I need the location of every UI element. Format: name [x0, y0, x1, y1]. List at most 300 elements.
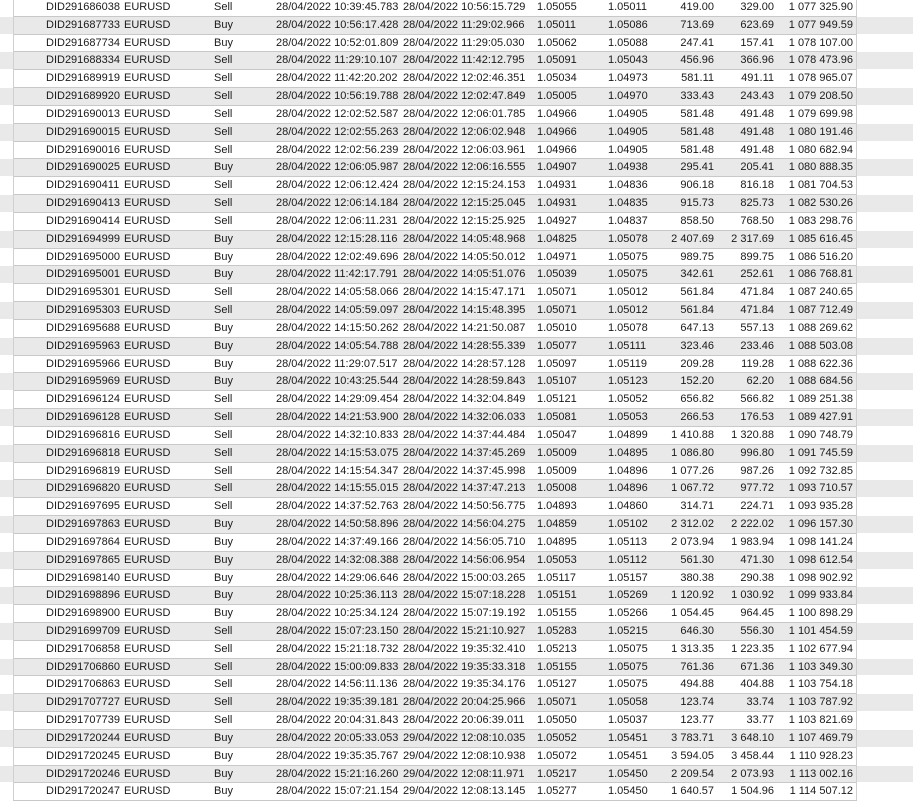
close-time-cell: 28/04/2022 14:56:06.954: [403, 553, 526, 566]
table-row: [0, 35, 913, 53]
symbol-cell: EURUSD: [124, 624, 171, 637]
close-time-cell: 28/04/2022 14:32:06.033: [403, 411, 526, 424]
open-time-cell: 28/04/2022 10:25:34.124: [276, 607, 399, 620]
open-time-cell: 28/04/2022 12:06:12.424: [276, 179, 399, 192]
balance-cell: 1 103 349.30: [788, 660, 853, 673]
trade-type-cell: Sell: [214, 482, 233, 495]
close-time-cell: 28/04/2022 12:15:24.153: [403, 179, 526, 192]
net-profit-cell: 491.48: [740, 125, 774, 138]
net-profit-cell: 491.48: [740, 143, 774, 156]
balance-cell: 1 087 240.65: [788, 286, 853, 299]
net-profit-cell: 557.13: [740, 321, 774, 334]
open-time-cell: 28/04/2022 12:06:11.231: [276, 214, 398, 227]
close-time-cell: 28/04/2022 15:21:10.927: [403, 624, 526, 637]
trade-type-cell: Buy: [214, 785, 233, 798]
table-row: [0, 231, 913, 249]
symbol-cell: EURUSD: [124, 500, 171, 513]
deal-id-cell: DID291695966: [46, 357, 121, 370]
trade-type-cell: Sell: [214, 696, 233, 709]
gross-profit-cell: 646.30: [680, 624, 714, 637]
close-price-cell: 1.05215: [608, 624, 648, 637]
deal-id-cell: DID291706858: [46, 642, 121, 655]
close-time-cell: 28/04/2022 12:15:25.045: [403, 197, 526, 210]
symbol-cell: EURUSD: [124, 304, 171, 317]
deal-id-cell: DID291698896: [46, 589, 121, 602]
net-profit-cell: 825.73: [740, 197, 774, 210]
close-time-cell: 28/04/2022 14:15:47.171: [403, 286, 526, 299]
open-time-cell: 28/04/2022 14:56:11.136: [276, 678, 398, 691]
close-price-cell: 1.05086: [608, 18, 648, 31]
close-time-cell: 28/04/2022 19:35:34.176: [403, 678, 526, 691]
gross-profit-cell: 1 640.57: [671, 785, 714, 798]
table-row: [0, 676, 913, 694]
table-row: [0, 641, 913, 659]
close-price-cell: 1.05075: [608, 678, 648, 691]
gross-profit-cell: 915.73: [680, 197, 714, 210]
table-row: [0, 142, 913, 160]
gross-profit-cell: 380.38: [680, 571, 714, 584]
close-price-cell: 1.05052: [608, 393, 648, 406]
trade-type-cell: Sell: [214, 107, 233, 120]
open-time-cell: 28/04/2022 14:37:49.166: [276, 535, 399, 548]
balance-cell: 1 077 325.90: [788, 1, 853, 13]
table-row: [0, 694, 913, 712]
close-price-cell: 1.05157: [608, 571, 648, 584]
symbol-cell: EURUSD: [124, 518, 171, 531]
open-time-cell: 28/04/2022 14:50:58.896: [276, 518, 399, 531]
symbol-cell: EURUSD: [124, 428, 171, 441]
close-price-cell: 1.05451: [608, 731, 648, 744]
table-row: [0, 213, 913, 231]
trade-type-cell: Sell: [214, 125, 233, 138]
net-profit-cell: 33.77: [746, 714, 774, 727]
open-price-cell: 1.05091: [537, 54, 577, 67]
balance-cell: 1 082 530.26: [788, 197, 853, 210]
net-profit-cell: 964.45: [740, 607, 774, 620]
gross-profit-cell: 761.36: [680, 660, 714, 673]
deal-id-cell: DID291690411: [46, 179, 120, 192]
deal-id-cell: DID291696819: [46, 464, 121, 477]
balance-cell: 1 089 427.91: [788, 411, 853, 424]
deal-id-cell: DID291689919: [46, 72, 121, 85]
table-row: [0, 373, 913, 391]
deal-id-cell: DID291690025: [46, 161, 121, 174]
trade-type-cell: Buy: [214, 535, 233, 548]
table-row: [0, 587, 913, 605]
trade-type-cell: Buy: [214, 375, 233, 388]
open-time-cell: 28/04/2022 20:04:31.843: [276, 714, 399, 727]
symbol-cell: EURUSD: [124, 1, 171, 13]
net-profit-cell: 768.50: [740, 214, 774, 227]
close-price-cell: 1.05269: [608, 589, 648, 602]
close-price-cell: 1.04905: [608, 107, 648, 120]
gross-profit-cell: 581.11: [681, 72, 714, 85]
deal-id-cell: DID291695688: [46, 321, 121, 334]
balance-cell: 1 086 516.20: [788, 250, 853, 263]
symbol-cell: EURUSD: [124, 250, 171, 263]
close-time-cell: 29/04/2022 12:08:11.971: [403, 767, 525, 780]
trade-type-cell: Sell: [214, 179, 233, 192]
balance-cell: 1 101 454.59: [788, 624, 853, 637]
close-time-cell: 28/04/2022 11:42:12.795: [403, 54, 525, 67]
open-price-cell: 1.05053: [537, 553, 577, 566]
trade-type-cell: Sell: [214, 642, 233, 655]
open-time-cell: 28/04/2022 14:32:10.833: [276, 428, 399, 441]
trade-type-cell: Sell: [214, 500, 233, 513]
trade-type-cell: Sell: [214, 143, 233, 156]
open-time-cell: 28/04/2022 14:05:59.097: [276, 304, 399, 317]
table-row: [0, 320, 913, 338]
close-price-cell: 1.04836: [608, 179, 648, 192]
net-profit-cell: 996.80: [740, 446, 774, 459]
deal-id-cell: DID291706860: [46, 660, 121, 673]
symbol-cell: EURUSD: [124, 18, 171, 31]
open-price-cell: 1.05072: [537, 749, 577, 762]
trade-type-cell: Sell: [214, 678, 233, 691]
balance-cell: 1 085 616.45: [788, 232, 853, 245]
deal-id-cell: DID291695301: [46, 286, 121, 299]
close-time-cell: 28/04/2022 14:28:55.339: [403, 339, 526, 352]
symbol-cell: EURUSD: [124, 749, 171, 762]
table-row: [0, 445, 913, 463]
deal-id-cell: DID291695963: [46, 339, 121, 352]
balance-cell: 1 080 682.94: [788, 143, 853, 156]
close-time-cell: 28/04/2022 19:35:33.318: [403, 660, 526, 673]
balance-cell: 1 078 965.07: [788, 72, 853, 85]
open-time-cell: 28/04/2022 14:05:58.066: [276, 286, 399, 299]
symbol-cell: EURUSD: [124, 393, 171, 406]
net-profit-cell: 290.38: [740, 571, 774, 584]
gross-profit-cell: 2 209.54: [671, 767, 714, 780]
open-time-cell: 28/04/2022 11:29:10.107: [276, 54, 398, 67]
net-profit-cell: 404.88: [740, 678, 774, 691]
table-row: [0, 534, 913, 552]
table-row: [0, 570, 913, 588]
open-price-cell: 1.04966: [537, 107, 577, 120]
gross-profit-cell: 333.43: [680, 90, 714, 103]
close-time-cell: 28/04/2022 11:29:05.030: [403, 36, 525, 49]
balance-cell: 1 093 710.57: [788, 482, 853, 495]
net-profit-cell: 491.11: [741, 72, 774, 85]
gross-profit-cell: 3 783.71: [671, 731, 714, 744]
table-row: [0, 409, 913, 427]
net-profit-cell: 62.20: [746, 375, 774, 388]
table-row: [0, 17, 913, 35]
deal-id-cell: DID291695303: [46, 304, 121, 317]
table-row: [0, 124, 913, 142]
gross-profit-cell: 3 594.05: [671, 749, 714, 762]
symbol-cell: EURUSD: [124, 107, 171, 120]
open-price-cell: 1.05081: [537, 411, 577, 424]
close-price-cell: 1.05123: [608, 375, 648, 388]
table-row: [0, 730, 913, 748]
net-profit-cell: 556.30: [740, 624, 774, 637]
trade-type-cell: Buy: [214, 268, 233, 281]
gross-profit-cell: 209.28: [680, 357, 714, 370]
open-price-cell: 1.05010: [537, 321, 577, 334]
table-row: [0, 623, 913, 641]
symbol-cell: EURUSD: [124, 464, 171, 477]
balance-cell: 1 102 677.94: [788, 642, 853, 655]
gross-profit-cell: 323.46: [680, 339, 714, 352]
open-time-cell: 28/04/2022 15:07:21.154: [276, 785, 399, 798]
table-row: [0, 463, 913, 481]
deal-id-cell: DID291690413: [46, 197, 121, 210]
close-price-cell: 1.05450: [608, 767, 648, 780]
balance-cell: 1 107 469.79: [788, 731, 853, 744]
gross-profit-cell: 123.77: [680, 714, 714, 727]
gross-profit-cell: 1 410.88: [671, 428, 714, 441]
deal-id-cell: DID291699709: [46, 624, 121, 637]
trade-type-cell: Sell: [214, 393, 233, 406]
symbol-cell: EURUSD: [124, 214, 171, 227]
open-time-cell: 28/04/2022 12:06:14.184: [276, 197, 399, 210]
balance-cell: 1 088 622.36: [788, 357, 853, 370]
gross-profit-cell: 1 313.35: [671, 642, 714, 655]
trade-type-cell: Buy: [214, 553, 233, 566]
trade-type-cell: Buy: [214, 339, 233, 352]
deal-id-cell: DID291690414: [46, 214, 121, 227]
table-row: [0, 338, 913, 356]
deal-id-cell: DID291697695: [46, 500, 121, 513]
symbol-cell: EURUSD: [124, 143, 171, 156]
symbol-cell: EURUSD: [124, 785, 171, 798]
close-price-cell: 1.04896: [608, 482, 648, 495]
close-price-cell: 1.05012: [608, 286, 648, 299]
gross-profit-cell: 561.84: [680, 286, 714, 299]
close-time-cell: 29/04/2022 12:08:10.035: [403, 731, 526, 744]
open-price-cell: 1.05034: [537, 72, 577, 85]
table-row: [0, 783, 913, 801]
gross-profit-cell: 342.61: [680, 268, 714, 281]
symbol-cell: EURUSD: [124, 553, 171, 566]
balance-cell: 1 098 612.54: [788, 553, 853, 566]
close-time-cell: 28/04/2022 14:37:45.269: [403, 446, 526, 459]
open-price-cell: 1.05050: [537, 714, 577, 727]
close-time-cell: 28/04/2022 12:06:16.555: [403, 161, 526, 174]
gross-profit-cell: 1 067.72: [671, 482, 714, 495]
close-price-cell: 1.05078: [608, 232, 648, 245]
open-time-cell: 28/04/2022 19:35:39.181: [276, 696, 399, 709]
open-price-cell: 1.05121: [537, 393, 577, 406]
symbol-cell: EURUSD: [124, 767, 171, 780]
open-time-cell: 28/04/2022 19:35:35.767: [276, 749, 399, 762]
symbol-cell: EURUSD: [124, 375, 171, 388]
deal-id-cell: DID291707739: [46, 714, 121, 727]
deal-id-cell: DID291688334: [46, 54, 121, 67]
open-price-cell: 1.04971: [537, 250, 577, 263]
open-time-cell: 28/04/2022 14:29:09.454: [276, 393, 399, 406]
deal-id-cell: DID291687734: [46, 36, 121, 49]
balance-cell: 1 080 888.35: [788, 161, 853, 174]
open-price-cell: 1.05117: [537, 571, 576, 584]
open-price-cell: 1.04907: [537, 161, 577, 174]
symbol-cell: EURUSD: [124, 232, 171, 245]
table-row: [0, 177, 913, 195]
net-profit-cell: 2 222.02: [731, 518, 774, 531]
symbol-cell: EURUSD: [124, 268, 171, 281]
gross-profit-cell: 1 077.26: [671, 464, 714, 477]
close-price-cell: 1.04835: [608, 197, 648, 210]
open-time-cell: 28/04/2022 12:02:49.696: [276, 250, 399, 263]
table-row: [0, 266, 913, 284]
table-row: [0, 106, 913, 124]
table-row: [0, 552, 913, 570]
symbol-cell: EURUSD: [124, 696, 171, 709]
open-time-cell: 28/04/2022 11:29:07.517: [276, 357, 398, 370]
close-time-cell: 28/04/2022 14:21:50.087: [403, 321, 526, 334]
open-price-cell: 1.05213: [537, 642, 577, 655]
open-price-cell: 1.05039: [537, 268, 577, 281]
net-profit-cell: 491.48: [740, 107, 774, 120]
open-time-cell: 28/04/2022 14:15:55.015: [276, 482, 399, 495]
deal-id-cell: DID291720244: [46, 731, 121, 744]
close-price-cell: 1.05119: [608, 357, 647, 370]
open-price-cell: 1.04966: [537, 125, 577, 138]
open-time-cell: 28/04/2022 15:07:23.150: [276, 624, 399, 637]
net-profit-cell: 816.18: [740, 179, 774, 192]
balance-cell: 1 080 191.46: [788, 125, 853, 138]
table-row: [0, 52, 913, 70]
trade-type-cell: Sell: [214, 90, 233, 103]
open-price-cell: 1.05155: [537, 660, 577, 673]
net-profit-cell: 329.00: [740, 1, 774, 13]
open-time-cell: 28/04/2022 14:15:50.262: [276, 321, 399, 334]
symbol-cell: EURUSD: [124, 286, 171, 299]
table-row: [0, 516, 913, 534]
open-price-cell: 1.04825: [537, 232, 577, 245]
balance-cell: 1 088 269.62: [788, 321, 853, 334]
close-time-cell: 28/04/2022 15:07:18.228: [403, 589, 526, 602]
gross-profit-cell: 647.13: [680, 321, 714, 334]
close-time-cell: 28/04/2022 14:15:48.395: [403, 304, 526, 317]
balance-cell: 1 103 821.69: [788, 714, 853, 727]
deal-id-cell: DID291694999: [46, 232, 121, 245]
close-time-cell: 28/04/2022 14:56:04.275: [403, 518, 526, 531]
close-time-cell: 29/04/2022 12:08:13.145: [403, 785, 526, 798]
net-profit-cell: 1 320.88: [731, 428, 774, 441]
open-price-cell: 1.05107: [537, 375, 577, 388]
balance-cell: 1 093 935.28: [788, 500, 853, 513]
table-row: [0, 391, 913, 409]
deal-id-cell: DID291690013: [46, 107, 121, 120]
table-row: [0, 302, 913, 320]
open-price-cell: 1.05071: [537, 286, 577, 299]
gross-profit-cell: 419.00: [680, 1, 714, 13]
table-row: [0, 284, 913, 302]
open-time-cell: 28/04/2022 10:52:01.809: [276, 36, 399, 49]
symbol-cell: EURUSD: [124, 321, 171, 334]
trade-type-cell: Sell: [214, 464, 233, 477]
close-price-cell: 1.05012: [608, 304, 648, 317]
close-price-cell: 1.04905: [608, 125, 648, 138]
gross-profit-cell: 906.18: [680, 179, 714, 192]
symbol-cell: EURUSD: [124, 535, 171, 548]
symbol-cell: EURUSD: [124, 357, 171, 370]
balance-cell: 1 081 704.53: [788, 179, 853, 192]
open-price-cell: 1.05009: [537, 446, 577, 459]
net-profit-cell: 1 223.35: [731, 642, 774, 655]
balance-cell: 1 110 928.23: [789, 749, 853, 762]
deal-id-cell: DID291720247: [46, 785, 121, 798]
trade-type-cell: Buy: [214, 321, 233, 334]
gross-profit-cell: 1 054.45: [671, 607, 714, 620]
net-profit-cell: 224.71: [740, 500, 774, 513]
balance-cell: 1 114 507.12: [789, 785, 853, 798]
close-price-cell: 1.04899: [608, 428, 648, 441]
open-price-cell: 1.04931: [537, 197, 577, 210]
trade-type-cell: Buy: [214, 571, 233, 584]
balance-cell: 1 100 898.29: [788, 607, 853, 620]
open-time-cell: 28/04/2022 14:05:54.788: [276, 339, 399, 352]
gross-profit-cell: 713.69: [680, 18, 714, 31]
open-time-cell: 28/04/2022 14:15:53.075: [276, 446, 399, 459]
net-profit-cell: 3 458.44: [731, 749, 774, 762]
open-price-cell: 1.05071: [537, 696, 577, 709]
deal-id-cell: DID291695969: [46, 375, 121, 388]
net-profit-cell: 176.53: [740, 411, 774, 424]
net-profit-cell: 623.69: [740, 18, 774, 31]
open-price-cell: 1.05009: [537, 464, 577, 477]
close-time-cell: 28/04/2022 10:56:15.729: [403, 1, 526, 13]
close-price-cell: 1.05075: [608, 642, 648, 655]
open-time-cell: 28/04/2022 12:02:55.263: [276, 125, 399, 138]
table-row: [0, 498, 913, 516]
table-row: [0, 88, 913, 106]
net-profit-cell: 205.41: [740, 161, 774, 174]
open-time-cell: 28/04/2022 11:42:20.202: [276, 72, 398, 85]
deal-id-cell: DID291698140: [46, 571, 121, 584]
symbol-cell: EURUSD: [124, 339, 171, 352]
deal-id-cell: DID291690016: [46, 143, 121, 156]
net-profit-cell: 33.74: [746, 696, 774, 709]
open-time-cell: 28/04/2022 11:42:17.791: [276, 268, 398, 281]
close-time-cell: 28/04/2022 14:05:48.968: [403, 232, 526, 245]
symbol-cell: EURUSD: [124, 678, 171, 691]
deal-id-cell: DID291696816: [46, 428, 121, 441]
close-price-cell: 1.05266: [608, 607, 648, 620]
net-profit-cell: 157.41: [740, 36, 774, 49]
open-time-cell: 28/04/2022 10:56:19.788: [276, 90, 399, 103]
net-profit-cell: 1 030.92: [731, 589, 774, 602]
open-time-cell: 28/04/2022 14:15:54.347: [276, 464, 399, 477]
net-profit-cell: 471.84: [740, 304, 774, 317]
close-time-cell: 28/04/2022 14:37:45.998: [403, 464, 526, 477]
open-time-cell: 28/04/2022 10:43:25.544: [276, 375, 399, 388]
close-price-cell: 1.04973: [608, 72, 648, 85]
symbol-cell: EURUSD: [124, 660, 171, 673]
table-row: [0, 70, 913, 88]
close-time-cell: 28/04/2022 14:32:04.849: [403, 393, 526, 406]
balance-cell: 1 078 473.96: [788, 54, 853, 67]
gross-profit-cell: 581.48: [680, 107, 714, 120]
deal-id-cell: DID291687733: [46, 18, 121, 31]
trade-type-cell: Sell: [214, 411, 233, 424]
close-price-cell: 1.04970: [608, 90, 648, 103]
close-time-cell: 28/04/2022 20:06:39.011: [403, 714, 525, 727]
close-price-cell: 1.05451: [608, 749, 648, 762]
table-row: [0, 605, 913, 623]
close-price-cell: 1.05078: [608, 321, 648, 334]
open-price-cell: 1.05055: [537, 1, 577, 13]
net-profit-cell: 566.82: [740, 393, 774, 406]
trade-type-cell: Buy: [214, 357, 233, 370]
deal-id-cell: DID291695001: [46, 268, 121, 281]
balance-cell: 1 088 684.56: [788, 375, 853, 388]
net-profit-cell: 471.84: [740, 286, 774, 299]
net-profit-cell: 233.46: [740, 339, 774, 352]
trade-type-cell: Sell: [214, 54, 233, 67]
